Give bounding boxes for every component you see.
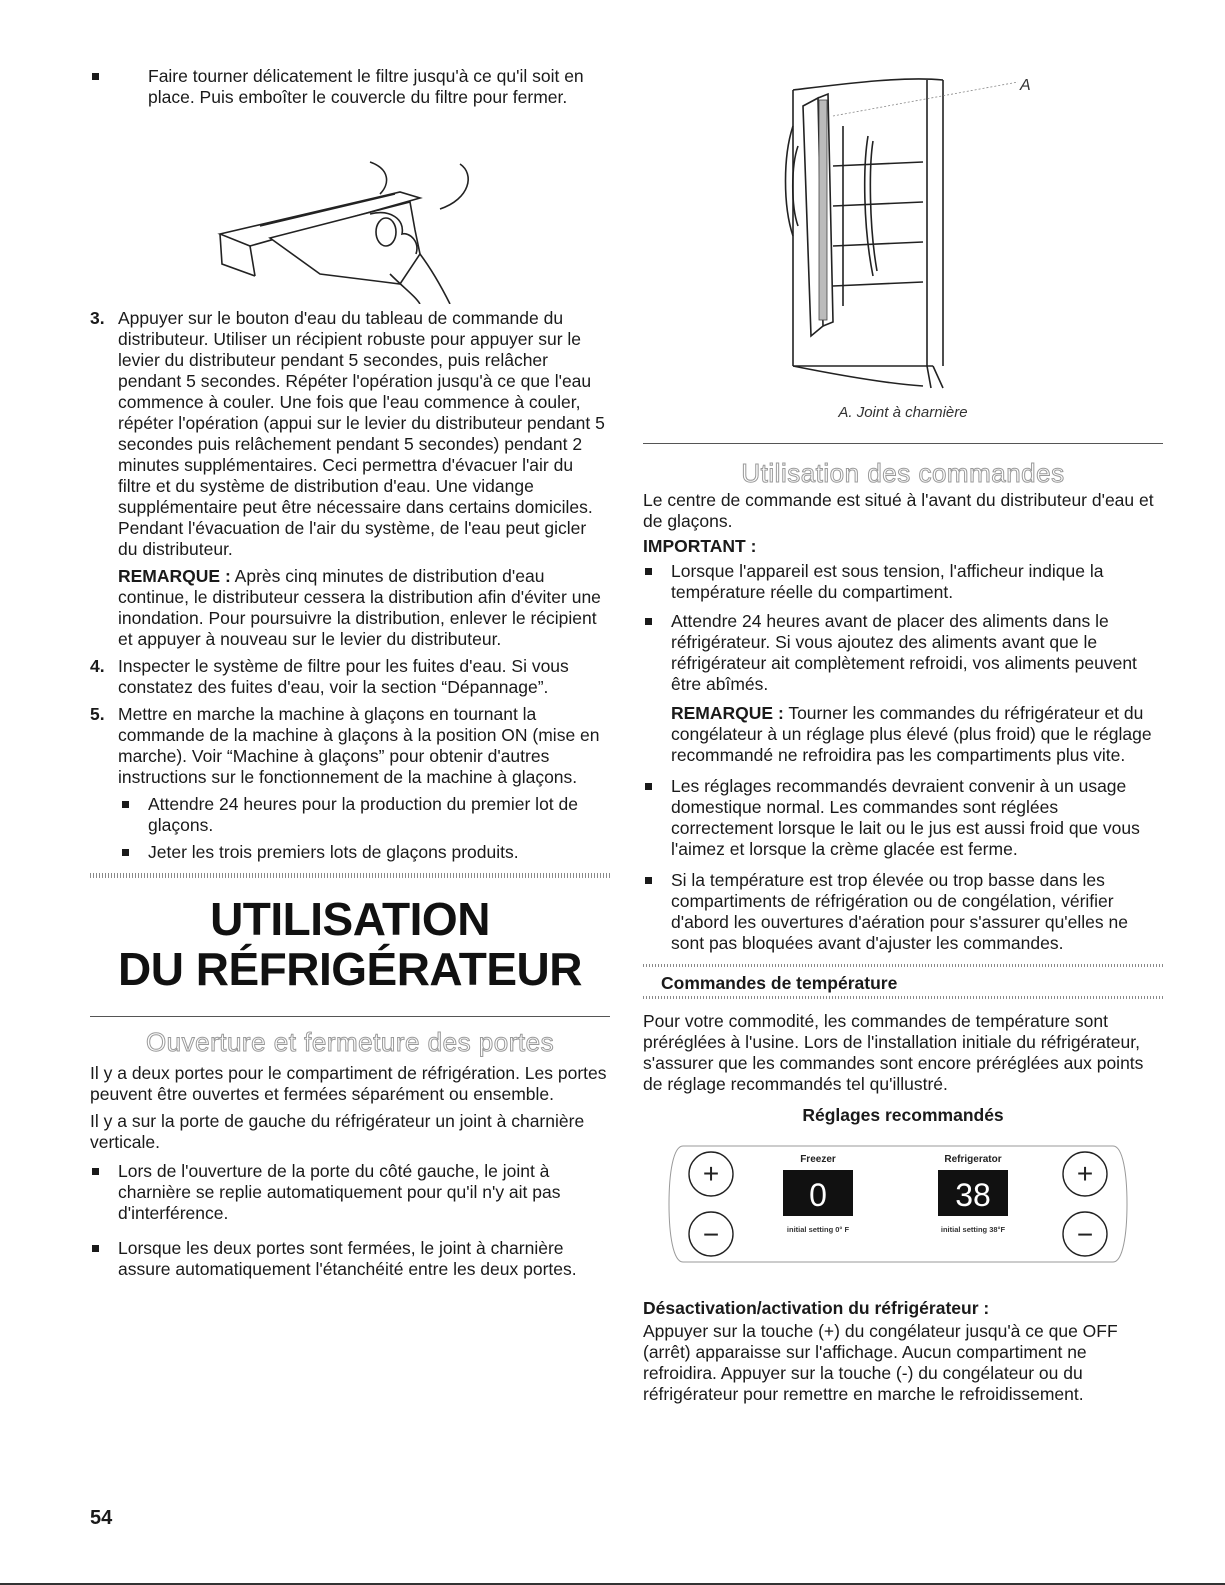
section-title bbox=[90, 894, 610, 994]
step-5-number: 5. bbox=[90, 704, 105, 724]
important-bullet-3: Les réglages recommandés devraient convenir à un usage domestique normal. Les commandes sont réglées correctement lorsque le lait ou le jus est aussi froid que vous l'aimez et lorsque la crème glacée est ferme. bbox=[643, 776, 1163, 860]
step-5-sub-bullet-2: Jeter les trois premiers lots de glaçons produits. bbox=[90, 842, 610, 863]
step-5-sub-bullet-1: Attendre 24 heures pour la production du premier lot de glaçons. bbox=[90, 794, 610, 836]
title-line-2: DU RÉFRIGÉRATEUR bbox=[118, 943, 582, 995]
important-bullet-1: Lorsque l'appareil est sous tension, l'afficheur indique la température réelle du compartiment. bbox=[643, 561, 1163, 603]
important-remarque-label: REMARQUE : bbox=[671, 703, 784, 723]
title-rule bbox=[90, 1016, 610, 1017]
caption-rule bbox=[643, 443, 1163, 444]
refrigerator-initial-setting: initial setting 38°F bbox=[940, 1225, 1006, 1234]
doors-paragraph-1: Il y a deux portes pour le compartiment de réfrigération. Les portes peuvent être ouvertes et fermées séparément ou ensemble. bbox=[90, 1063, 607, 1104]
important-label: IMPORTANT : bbox=[643, 536, 757, 556]
refrigerator-plus-symbol: + bbox=[1076, 1158, 1094, 1189]
doors-bullet-1: Lors de l'ouverture de la porte du côté gauche, le joint à charnière se replie automatiquement pour qu'il n'y ait pas d'interférence. bbox=[90, 1161, 610, 1224]
important-remarque-text: Tourner les commandes du réfrigérateur et du congélateur à un réglage plus élevé (plus froid) que le réglage recommandé ne refroidira pas les compartiments plus vite. bbox=[671, 703, 1152, 765]
step-5 bbox=[90, 704, 610, 788]
deactivation-text: Appuyer sur la touche (+) du congélateur jusqu'à ce que OFF (arrêt) apparaisse sur l'affichage. Aucun compartiment ne refroidira. Appuyer sur la touche (-) du congélateur ou du réfrigérateur pour remettre en marche le refroidissement. bbox=[643, 1321, 1118, 1404]
doors-bullet-2: Lorsque les deux portes sont fermées, le joint à charnière assure automatiquement l'étanchéité entre les deux portes. bbox=[90, 1238, 610, 1280]
right-column bbox=[643, 66, 1163, 1405]
control-panel bbox=[643, 1134, 1163, 1274]
filter-bullet: Faire tourner délicatement le filtre jusqu'à ce qu'il soit en place. Puis emboîter le couvercle du filtre pour fermer. bbox=[90, 66, 610, 108]
refrigerator-minus-symbol: − bbox=[1076, 1219, 1094, 1250]
step-4-text: Inspecter le système de filtre pour les fuites d'eau. Si vous constatez des fuites d'eau, voir la section “Dépannage”. bbox=[118, 656, 569, 697]
temp-heading: Commandes de température bbox=[661, 973, 898, 993]
temp-divider-bottom bbox=[643, 996, 1163, 999]
freezer-display-value: 0 bbox=[809, 1177, 827, 1213]
important-bullet-4: Si la température est trop élevée ou trop basse dans les compartiments de réfrigération ou de congélation, vérifier d'abord les ouvertures d'aération pour s'assurer qu'elles ne sont pas bloquées avant d'ajuster les commandes. bbox=[643, 870, 1163, 954]
controls-heading: Utilisation des commandes bbox=[741, 458, 1065, 488]
refrigerator-display-value: 38 bbox=[955, 1177, 991, 1213]
step-5-text: Mettre en marche la machine à glaçons en tournant la commande de la machine à glaçons à la position ON (mise en marche). Voir “Machine à glaçons” pour obtenir d'autres instructions sur le fonctionnement de la machine à glaçons. bbox=[118, 704, 600, 787]
step-3-number: 3. bbox=[90, 308, 105, 328]
freezer-plus-symbol: + bbox=[702, 1158, 720, 1189]
left-column bbox=[90, 66, 610, 1280]
doors-heading: Ouverture et fermeture des portes bbox=[145, 1027, 555, 1057]
step-3 bbox=[90, 308, 610, 650]
controls-paragraph: Le centre de commande est situé à l'avant du distributeur d'eau et de glaçons. bbox=[643, 490, 1154, 531]
title-line-1: UTILISATION bbox=[210, 893, 490, 945]
filter-illustration bbox=[90, 114, 610, 304]
section-divider-hatch bbox=[90, 873, 610, 878]
temp-paragraph: Pour votre commodité, les commandes de température sont préréglées à l'usine. Lors de l'installation initiale du réfrigérateur, s'assurer que les commandes sont encore préréglées aux points de réglage recommandés tel qu'illustré. bbox=[643, 1011, 1144, 1094]
important-bullet-2: Attendre 24 heures avant de placer des aliments dans le réfrigérateur. Si vous ajoutez des aliments avant que le réfrigérateur ait complètement refroidi, vos aliments peuvent être abîmés. bbox=[643, 611, 1163, 695]
fridge-caption: A. Joint à charnière bbox=[838, 404, 968, 421]
step-3-remarque bbox=[118, 566, 610, 650]
freezer-initial-setting: initial setting 0° F bbox=[786, 1225, 850, 1234]
fridge-illustration bbox=[643, 66, 1163, 396]
remarque-label: REMARQUE : bbox=[118, 566, 231, 586]
deactivation-heading: Désactivation/activation du réfrigérateur : bbox=[643, 1298, 990, 1318]
temp-divider-top bbox=[643, 964, 1163, 967]
step-4-number: 4. bbox=[90, 656, 105, 676]
step-3-text: Appuyer sur le bouton d'eau du tableau de commande du distributeur. Utiliser un récipient robuste pour appuyer sur le levier du distributeur pendant 5 secondes, puis relâcher pendant 5 secondes. Répéter l'opération jusqu'à ce que l'eau commence à couler. Une fois que l'eau commence à couler, répéter l'opération (appui sur le levier du distributeur pendant 5 secondes puis relâchement pendant 5 secondes) pendant 2 minutes supplémentaires. Ceci permettra d'évacuer l'air du filtre et du système de distribution d'eau. Une vidange supplémentaire peut être nécessaire dans certains domiciles. Pendant l'évacuation de l'air du système, de l'eau peut gicler du distributeur. bbox=[118, 308, 605, 559]
fridge-callout-label: A bbox=[1020, 77, 1031, 94]
page-number: 54 bbox=[90, 1507, 113, 1529]
reglages-heading: Réglages recommandés bbox=[802, 1105, 1004, 1125]
doors-paragraph-2: Il y a sur la porte de gauche du réfrigérateur un joint à charnière verticale. bbox=[90, 1111, 585, 1152]
important-remarque bbox=[643, 703, 1163, 766]
step-4 bbox=[90, 656, 610, 698]
freezer-label: Freezer bbox=[800, 1154, 836, 1165]
remarque-text: Après cinq minutes de distribution d'eau continue, le distributeur cessera la distribution afin d'éviter une inondation. Pour poursuivre la distribution, enlever le récipient et appuyer à nouveau sur le levier du distributeur. bbox=[118, 566, 601, 649]
freezer-minus-symbol: − bbox=[702, 1219, 720, 1250]
refrigerator-label: Refrigerator bbox=[944, 1154, 1002, 1165]
